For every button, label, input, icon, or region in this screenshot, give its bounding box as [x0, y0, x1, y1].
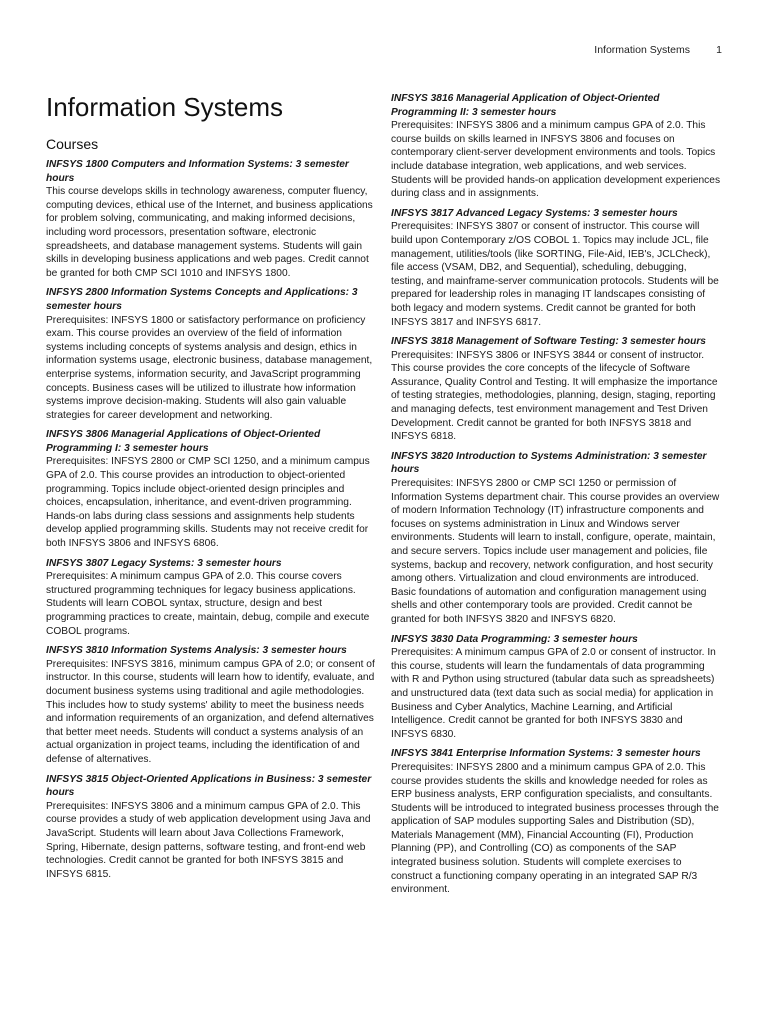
course-description: This course develops skills in technology awareness, computer fluency, computing devices, ethical use of the Internet, and business applications for problem solving, communicating, and making informed decisions, including word processors, presentation software, electronic spreadsheets, and database management systems. Students will gain skills in developing business applications and web pages. Credit cannot be granted for both CMP SCI 1010 and INFSYS 1800.: [46, 186, 373, 279]
course-title: INFSYS 3841 Enterprise Information Systems: 3 semester hours: [391, 748, 701, 760]
running-title: Information Systems: [594, 44, 690, 56]
course-title: INFSYS 3807 Legacy Systems: 3 semester hours: [46, 557, 282, 569]
course-entry: [391, 207, 721, 329]
course-description: Prerequisites: INFSYS 3806 and a minimum campus GPA of 2.0. This course provides a study of web application development using Java and JavaScript. Students will learn about Java Collections Framework, Spring, Hibernate, design patterns, software testing, and front-end web technologies. Credit cannot be granted for both INFSYS 3815 and INFSYS 6815.: [46, 800, 371, 880]
section-heading-courses: Courses: [46, 136, 99, 152]
course-entry: [46, 773, 376, 882]
course-entry: [46, 158, 376, 280]
course-description: Prerequisites: INFSYS 2800 or CMP SCI 1250 or permission of Information Systems department chair. This course provides an overview of modern Information Technology (IT) infrastructure components and focuses on systems administration in Linux and Windows server environments. Students will learn to install, configure, operate, maintain, and secure servers. Topics include user management and policies, file systems, backup and recovery, network configuration, and host security among others. Virtualization and cloud environments are introduced. Basic foundations of automation and configuration management using shells and other contemporary tools are provided. Credit cannot be granted for both INFSYS 3820 and INFSYS 6820.: [391, 478, 720, 625]
course-description: Prerequisites: INFSYS 1800 or satisfactory performance on proficiency exam. This course provides an overview of the field of information systems including concepts of systems analysis and design, ethics in information systems usage, electronic business, database management, enterprise systems, information security, and JavaScript programming concepts. Business cases will be utilized to illustrate how information systems improve decision-making. Students will also gain valuable strategies for career development and networking.: [46, 314, 373, 421]
course-entry: [391, 633, 721, 742]
right-column: [391, 92, 721, 903]
course-title: INFSYS 3820 Introduction to Systems Administration: 3 semester hours: [391, 450, 707, 476]
page-number: 1: [716, 44, 722, 56]
course-entry: [46, 286, 376, 422]
course-entry: [46, 644, 376, 766]
running-header: [0, 44, 768, 58]
course-title: INFSYS 3830 Data Programming: 3 semester hours: [391, 633, 638, 645]
course-description: Prerequisites: A minimum campus GPA of 2.0 or consent of instructor. In this course, students will learn the fundamentals of data programming with R and Python using structured (tabular data such as spreadsheets) and unstructured data (text data such as social media) for application in Business and Cyber Analytics, Machine Learning, and Artificial Intelligence. Credit cannot be granted for both INFSYS 3830 and INFSYS 6830.: [391, 647, 716, 740]
course-description: Prerequisites: INFSYS 3816, minimum campus GPA of 2.0; or consent of instructor. In this course, students will learn how to identify, evaluate, and document business systems using traditional and agile methodologies. This includes how to study systems' ability to meet the business needs and information requirements of an organization, and defend alternatives that better meet needs. Students will conduct a systems analysis of an actual organization in project teams, including the identification of and defense of alternatives.: [46, 658, 375, 765]
course-entry: [391, 92, 721, 201]
course-description: Prerequisites: INFSYS 3807 or consent of instructor. This course will build upon Contemporary z/OS COBOL 1. Topics may include JCL, file management, utilities/tools (like SORTING, File-Aid, IEB's, JCLCheck), file access (VSAM, DB2, and Sequential), scheduling, debugging, testing, and mainframe-server communication protocols. Students will be prepared for leadership roles in managing IT landscapes consisting of both legacy and modern systems. Credit cannot be granted for both INFSYS 3817 and INFSYS 6817.: [391, 221, 719, 328]
course-title: INFSYS 2800 Information Systems Concepts and Applications: 3 semester hours: [46, 287, 358, 312]
course-entry: [46, 557, 376, 639]
course-description: Prerequisites: INFSYS 2800 or CMP SCI 1250, and a minimum campus GPA of 2.0. This course provides an introduction to object-oriented programming. Topics include object-oriented design principles and choices, encapsulation, inheritance, and event-driven programming. Hands-on labs during class sessions and assignments help students develop applied programming skills. Students may not receive credit for both INFSYS 3806 and INFSYS 6806.: [46, 456, 370, 550]
course-entry: [391, 335, 721, 444]
course-title: INFSYS 1800 Computers and Information Systems: 3 semester hours: [46, 159, 349, 184]
course-title: INFSYS 3818 Management of Software Testing: 3 semester hours: [391, 336, 706, 348]
course-entry: [46, 428, 376, 550]
course-entry: [391, 450, 721, 627]
course-entry: [391, 747, 721, 897]
course-title: INFSYS 3806 Managerial Applications of Object-Oriented Programming I: 3 semester hours: [46, 429, 321, 454]
course-description: Prerequisites: INFSYS 2800 and a minimum campus GPA of 2.0. This course provides students the skills and knowledge needed for roles as ERP business analysts, ERP configuration specialists, and consultants. Students will be introduced to integrated business processes through the application of SAP modules supporting Sales and Distribution (SD), Materials Management (MM), Financial Accounting (FI), Production Planning (PP), and Controlling (CO) as components of the SAP integrated business solution. Students will complete exercises to construct a functioning company operating in an integrated SAP R/3 environment.: [391, 761, 719, 896]
course-description: Prerequisites: INFSYS 3806 and a minimum campus GPA of 2.0. This course builds on skills learned in INFSYS 3806 and focuses on contemporary client-server development environments and tools. Topics include database integration, web applications, and web services. Students will be provided hands-on application development experiences during class and in assignments.: [391, 120, 721, 200]
course-description: Prerequisites: A minimum campus GPA of 2.0. This course covers structured programming techniques for legacy business applications. Students will learn COBOL syntax, structure, design and best programming practices to create, maintain, debug, compile and execute COBOL programs.: [46, 571, 370, 637]
course-title: INFSYS 3816 Managerial Application of Object-Oriented Programming II: 3 semester hours: [391, 93, 660, 118]
page-title: Information Systems: [46, 92, 283, 122]
left-column: [46, 92, 376, 887]
course-description: Prerequisites: INFSYS 3806 or INFSYS 3844 or consent of instructor. This course provides the core concepts of the lifecycle of Software Assurance, Quality Control and Testing. It will emphasize the importance of testing strategies, methodologies, planning, design, staging, reporting and managing defects, test environment management and Test Driven Development. Credit cannot be granted for both INFSYS 3818 and INFSYS 6818.: [391, 349, 718, 443]
course-title: INFSYS 3810 Information Systems Analysis: 3 semester hours: [46, 645, 347, 657]
course-title: INFSYS 3817 Advanced Legacy Systems: 3 semester hours: [391, 207, 678, 219]
course-title: INFSYS 3815 Object-Oriented Applications in Business: 3 semester hours: [46, 773, 372, 799]
